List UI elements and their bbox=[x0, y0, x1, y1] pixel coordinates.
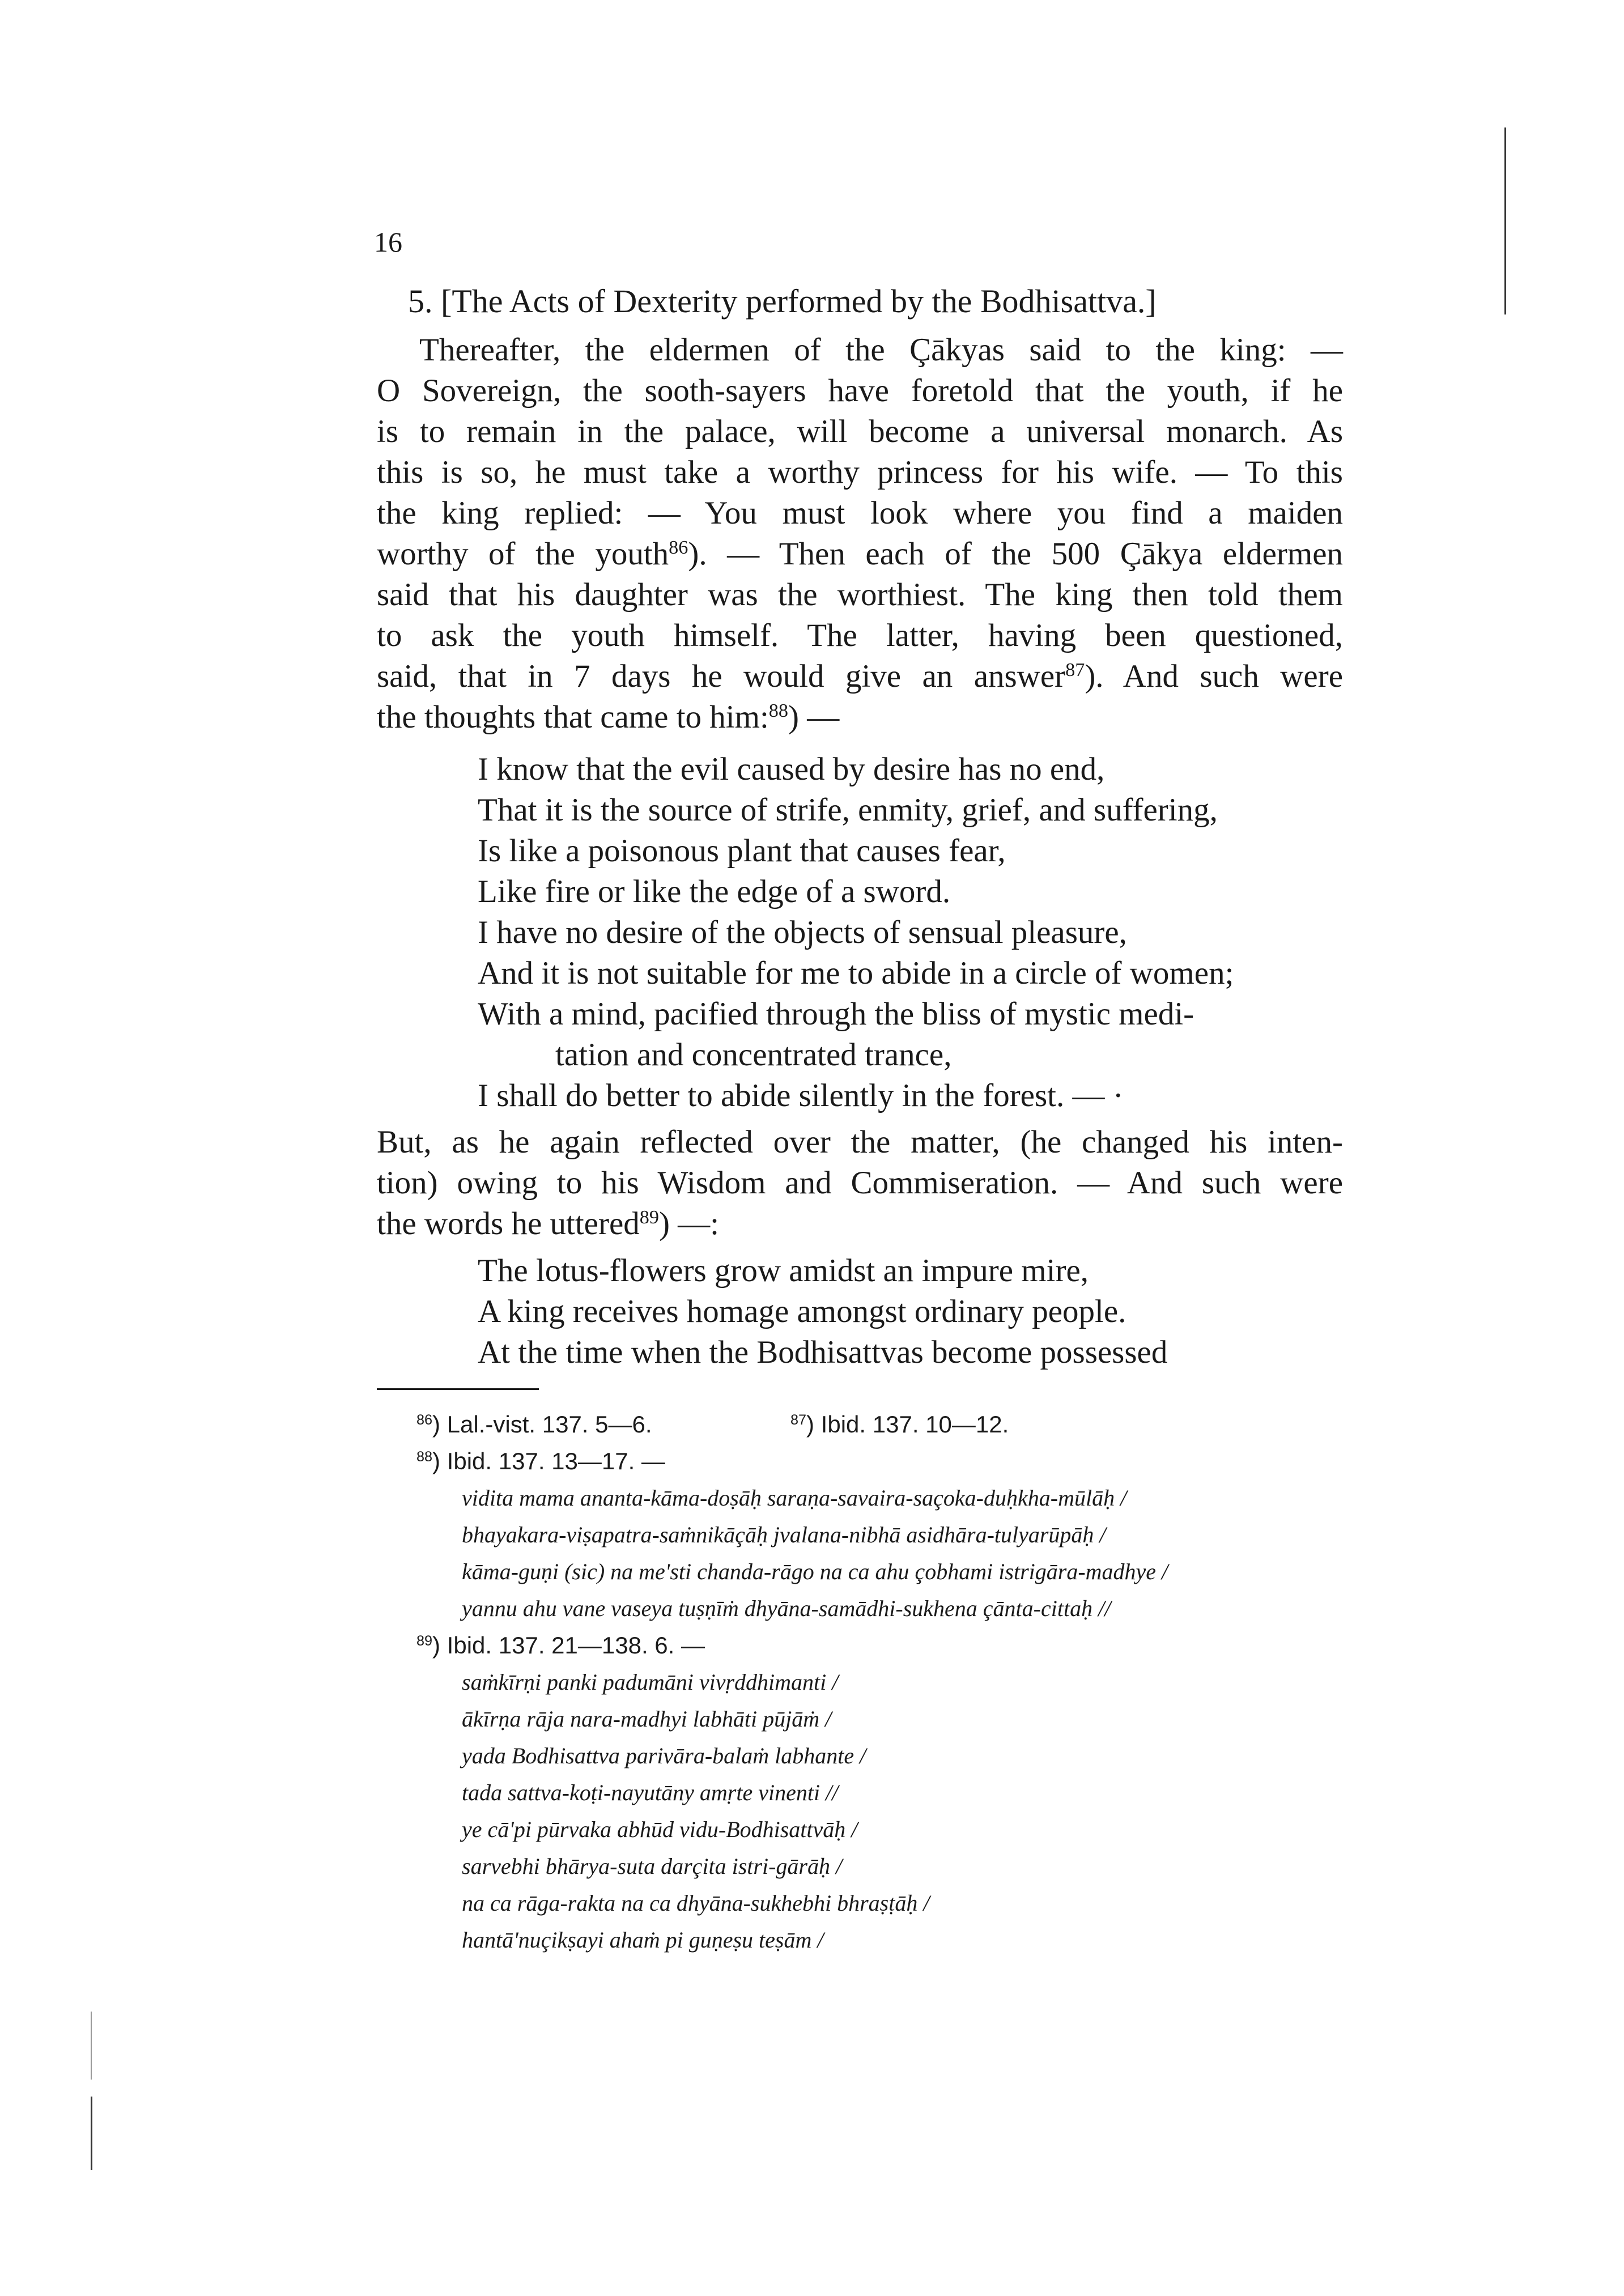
body-text-line: Thereafter, the eldermen of the Çākyas said to the king: — bbox=[419, 332, 1343, 368]
footnote-reference: ) Lal.-vist. 137. 5—6. bbox=[432, 1411, 652, 1438]
body-text-line bbox=[377, 699, 1343, 735]
body-text-line: But, as he again reflected over the matter, (he changed his inten- bbox=[377, 1124, 1343, 1160]
verse-line: That it is the source of strife, enmity, grief, and suffering, bbox=[478, 792, 1218, 828]
text-span: ) —: bbox=[658, 1206, 720, 1241]
footnote-line-second bbox=[790, 1411, 1009, 1438]
verse-line: Is like a poisonous plant that causes fear, bbox=[478, 833, 1006, 869]
body-text-line: is to remain in the palace, will become a universal monarch. As bbox=[377, 414, 1343, 449]
footnote-text-line: vidita mama ananta-kāma-doṣāḥ saraṇa-savaira-saçoka-duḥkha-mūlāḥ / bbox=[462, 1485, 1127, 1511]
scan-edge-mark bbox=[91, 2097, 92, 2170]
footnote-text-line: hantā'nuçikṣayi ahaṁ pi guṇeṣu teṣām / bbox=[462, 1927, 824, 1953]
verse-line: The lotus-flowers grow amidst an impure mire, bbox=[478, 1253, 1089, 1289]
verse-line: A king receives homage amongst ordinary people. bbox=[478, 1294, 1126, 1329]
body-text-line bbox=[377, 1205, 1343, 1242]
verse-line: I know that the evil caused by desire has no end, bbox=[478, 751, 1105, 787]
body-text-line: the king replied: — You must look where you find a maiden bbox=[377, 495, 1343, 531]
footnote-text-line: yannu ahu vane vaseya tuṣṇīṁ dhyāna-samādhi-sukhena çānta-cittaḥ // bbox=[462, 1596, 1111, 1621]
footnote-line bbox=[416, 1411, 1009, 1438]
text-span: ) — bbox=[788, 699, 840, 735]
footnote-text-line: na ca rāga-rakta na ca dhyāna-sukhebhi bhraṣṭāḥ / bbox=[462, 1890, 930, 1916]
verse-line: Like fire or like the edge of a sword. bbox=[478, 874, 951, 909]
footnote-text-line: ākīrṇa rāja nara-madhyi labhāti pūjāṁ / bbox=[462, 1706, 832, 1732]
text-span: worthy of the youth bbox=[377, 536, 669, 572]
footnote-number: 88 bbox=[416, 1449, 433, 1465]
footnote-marker: 88 bbox=[768, 700, 788, 722]
footnote-number: 89 bbox=[416, 1633, 433, 1649]
footnote-number: 86 bbox=[416, 1412, 433, 1428]
scan-edge-mark bbox=[1504, 127, 1506, 314]
footnote-text-line: kāma-guṇi (sic) na me'sti chanda-rāgo na ca ahu çobhami istrigāra-madhye / bbox=[462, 1559, 1168, 1584]
footnote-reference: ) Ibid. 137. 21—138. 6. — bbox=[432, 1632, 705, 1659]
text-span: said, that in 7 days he would give an answer bbox=[377, 658, 1066, 694]
section-heading: 5. [The Acts of Dexterity performed by the Bodhisattva.] bbox=[408, 283, 1157, 320]
text-span: the words he uttered bbox=[377, 1206, 640, 1241]
body-text-line: this is so, he must take a worthy princess for his wife. — To this bbox=[377, 454, 1343, 490]
footnote-reference: ) Ibid. 137. 10—12. bbox=[806, 1411, 1009, 1438]
verse-line: I shall do better to abide silently in the forest. — · bbox=[478, 1078, 1124, 1113]
text-span: the thoughts that came to him: bbox=[377, 699, 769, 735]
text-span: ). — Then each of the 500 Çākya eldermen bbox=[688, 536, 1343, 572]
footnote-reference: ) Ibid. 137. 13—17. — bbox=[432, 1448, 665, 1474]
verse-line: I have no desire of the objects of sensual pleasure, bbox=[478, 915, 1127, 950]
page-number: 16 bbox=[374, 226, 402, 258]
body-text-line bbox=[377, 535, 1343, 572]
footnote-rule bbox=[377, 1388, 539, 1390]
verse-line: At the time when the Bodhisattvas become possessed bbox=[478, 1334, 1168, 1370]
footnote-text-line: sarvebhi bhārya-suta darçita istri-gārāḥ / bbox=[462, 1853, 843, 1879]
footnote-text-line: bhayakara-viṣapatra-saṁnikāçāḥ jvalana-nibhā asidhāra-tulyarūpāḥ / bbox=[462, 1522, 1106, 1547]
verse-line: tation and concentrated trance, bbox=[555, 1037, 952, 1073]
footnote-number: 87 bbox=[790, 1412, 807, 1428]
footnote-line bbox=[416, 1632, 705, 1659]
body-text-line bbox=[377, 658, 1343, 695]
text-span: ). And such were bbox=[1085, 658, 1343, 694]
body-text-line: said that his daughter was the worthiest. The king then told them bbox=[377, 577, 1343, 613]
footnote-marker: 87 bbox=[1065, 660, 1085, 681]
footnote-marker: 86 bbox=[669, 537, 688, 559]
footnote-line bbox=[416, 1448, 665, 1475]
verse-line: With a mind, pacified through the bliss of mystic medi- bbox=[478, 996, 1194, 1032]
scan-edge-mark bbox=[91, 2012, 92, 2080]
body-text-line: O Sovereign, the sooth-sayers have foretold that the youth, if he bbox=[377, 373, 1343, 409]
body-text-line: to ask the youth himself. The latter, having been questioned, bbox=[377, 618, 1343, 653]
verse-line: And it is not suitable for me to abide in a circle of women; bbox=[478, 955, 1234, 991]
footnote-text-line: tada sattva-koṭi-nayutāny amṛte vinenti // bbox=[462, 1780, 839, 1805]
footnote-text-line: yada Bodhisattva parivāra-balaṁ labhante / bbox=[462, 1743, 866, 1768]
footnote-text-line: saṁkīrṇi panki padumāni vivṛddhimanti / bbox=[462, 1669, 839, 1695]
footnote-marker: 89 bbox=[639, 1207, 659, 1228]
footnote-text-line: ye cā'pi pūrvaka abhūd vidu-Bodhisattvāḥ / bbox=[462, 1817, 858, 1842]
body-text-line: tion) owing to his Wisdom and Commiseration. — And such were bbox=[377, 1165, 1343, 1201]
